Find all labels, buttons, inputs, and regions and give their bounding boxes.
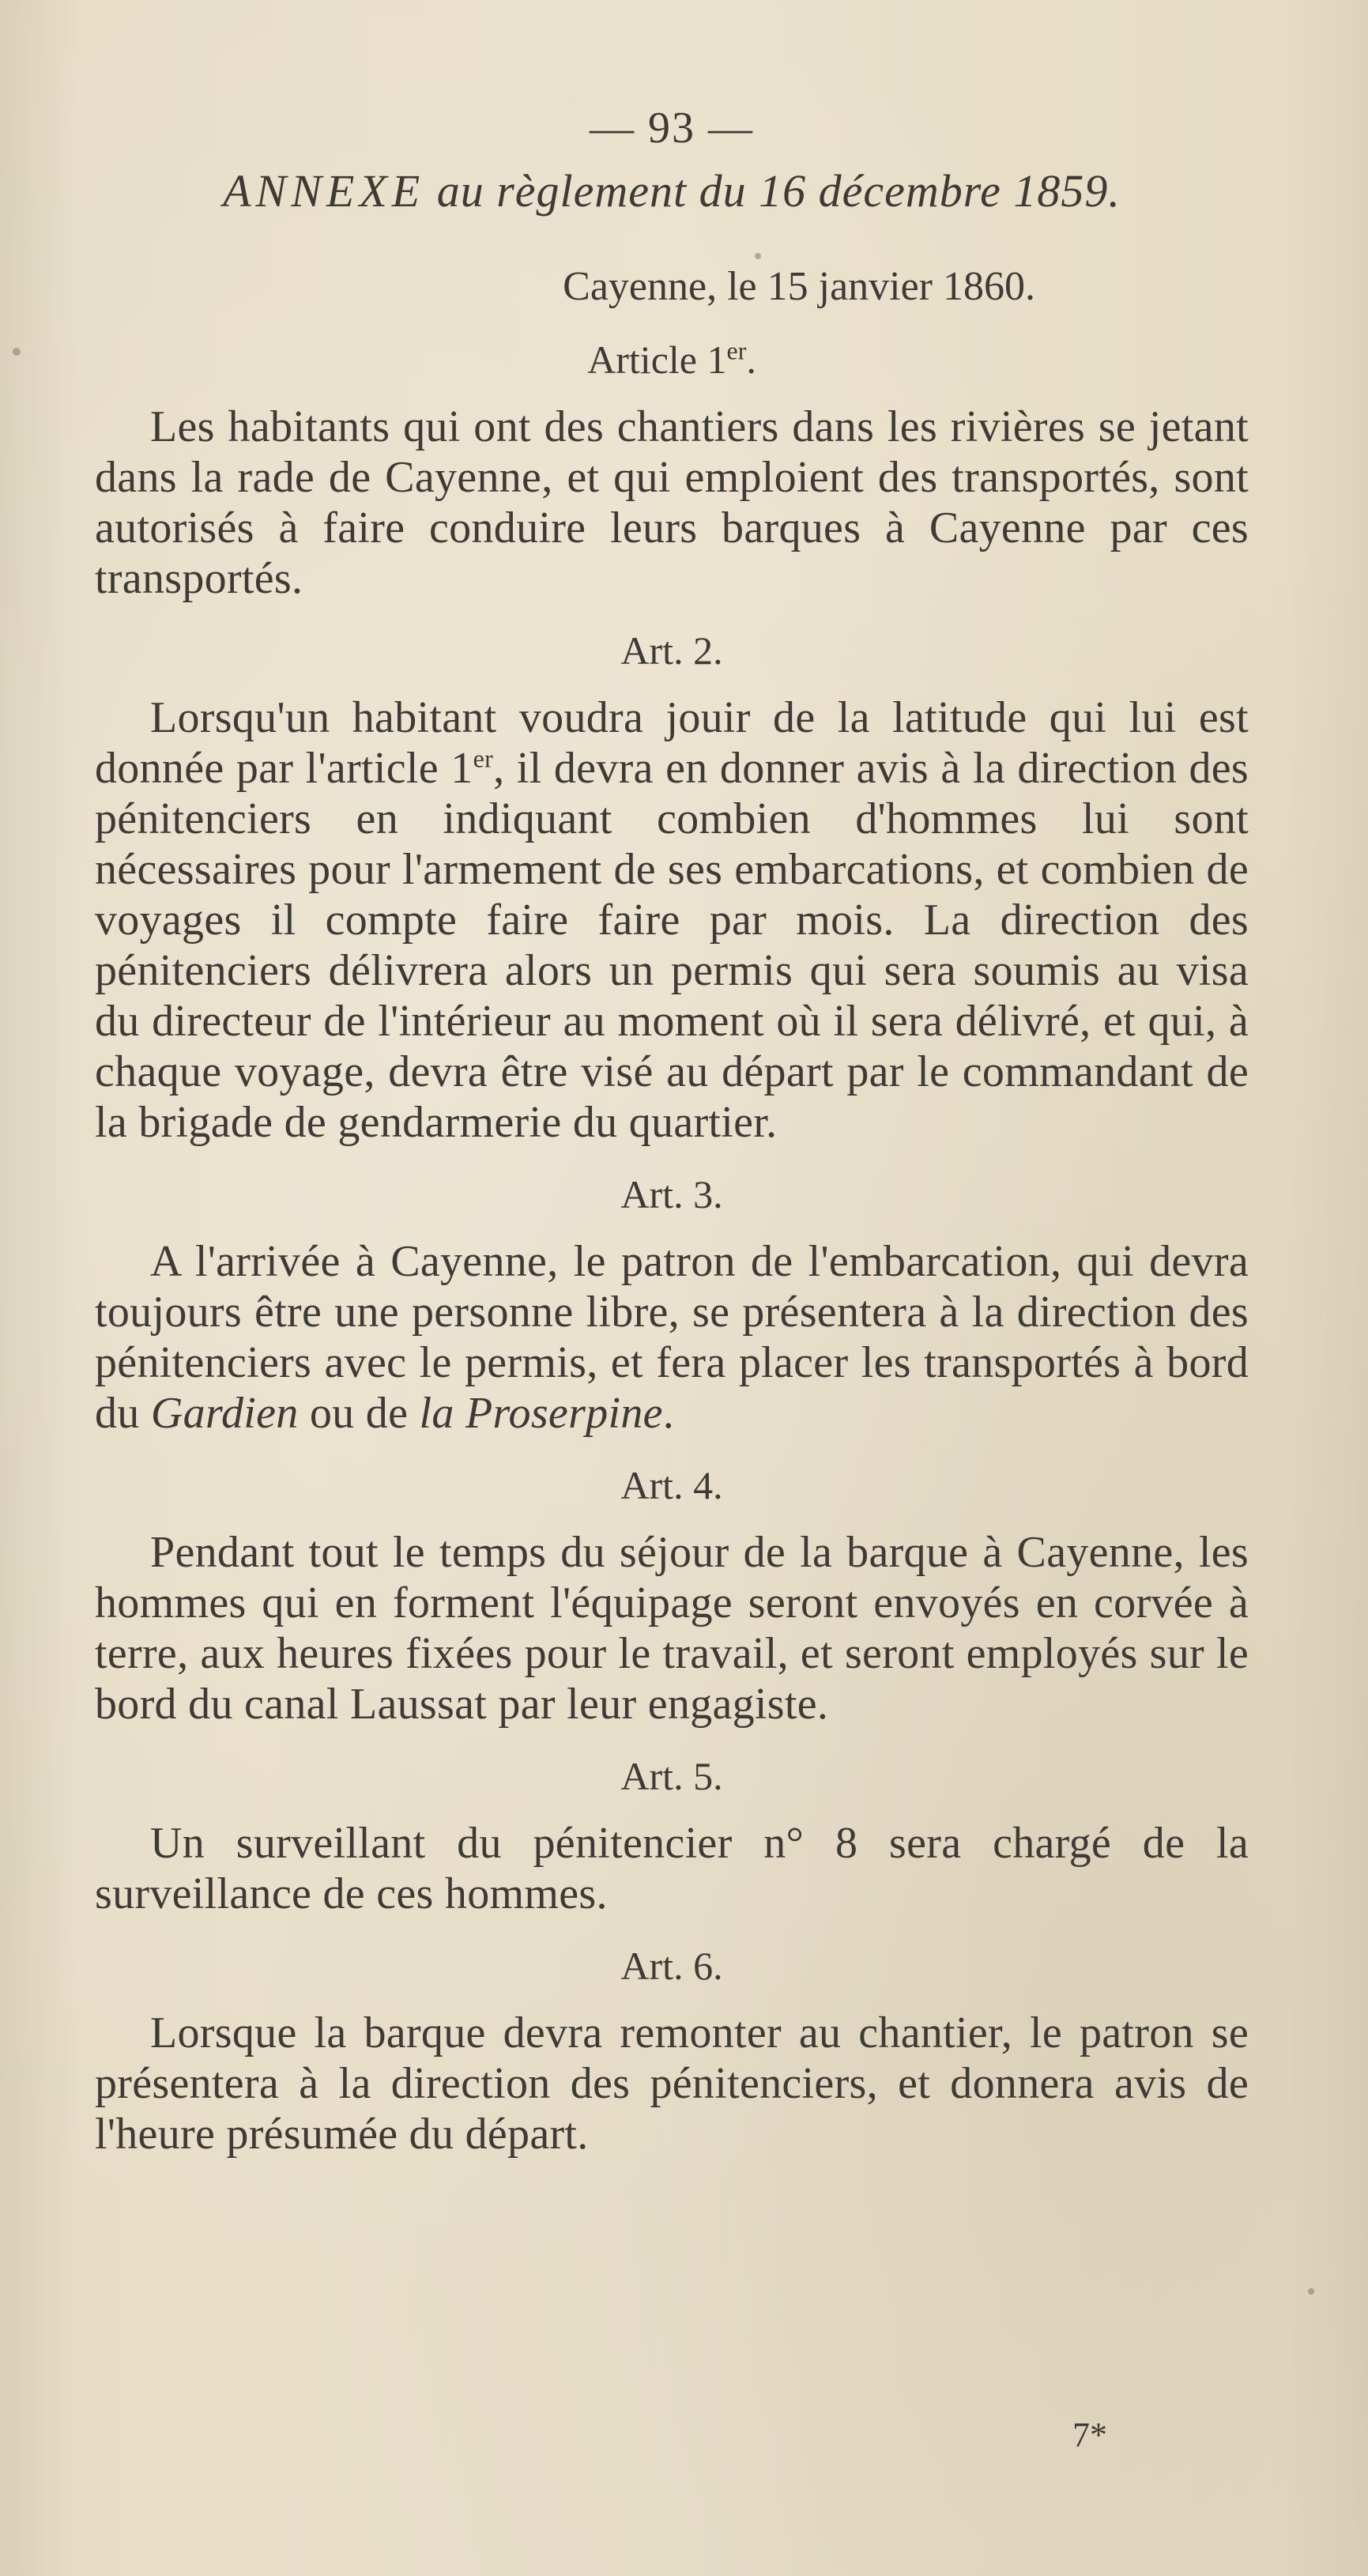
article-heading: Art. 4. — [620, 1463, 723, 1507]
dateline: Cayenne, le 15 janvier 1860. — [563, 264, 1035, 309]
article-heading: Art. 6. — [620, 1944, 723, 1988]
article-heading: Art. 2. — [620, 628, 723, 673]
article-heading: Article 1er. — [587, 336, 756, 382]
article-text: Un surveillant du pénitencier n° 8 sera chargé de la surveillance de ces hommes. — [95, 1819, 1249, 1918]
page-text — [95, 103, 1249, 2177]
ink-spot — [1308, 2288, 1314, 2295]
annex-title — [95, 164, 1249, 217]
signature-mark: 7* — [1072, 2416, 1107, 2454]
article-text: Pendant tout le temps du séjour de la barque à Cayenne, les hommes qui en forment l'équipage seront envoyés en corvée à terre, aux heures fixées pour le travail, et seront employés sur le bord du canal Laussat par leur engagiste. — [95, 1528, 1249, 1729]
article-text: Lorsqu'un habitant voudra jouir de la latitude qui lui est donnée par l'article 1er, il devra en donner avis à la direction des pénitenciers en indiquant combien d'hommes lui sont nécessaires pour l'armement de ses embarcations, et combien de voyages il compte faire faire par mois. La direction des pénitenciers délivrera alors un permis qui sera soumis au visa du directeur de l'intérieur au moment où il sera délivré, et qui, à chaque voyage, devra être visé au départ par le commandant de la brigade de gendarmerie du quartier. — [95, 693, 1249, 1147]
annex-title-rest: au règlement du 16 décembre 1859. — [424, 165, 1121, 217]
article-heading: Art. 3. — [620, 1172, 723, 1216]
article-text: Les habitants qui ont des chantiers dans les rivières se jetant dans la rade de Cayenne, et qui emploient des transportés, sont autorisés à faire conduire leurs barques à Cayenne par ces transportés. — [95, 402, 1249, 603]
ink-spot — [13, 348, 21, 356]
article-text: Lorsque la barque devra remonter au chantier, le patron se présentera à la direction des pénitenciers, et donnera avis de l'heure présumée du départ. — [95, 2008, 1249, 2159]
page-number: — 93 — — [590, 104, 754, 153]
annex-word: ANNEXE — [223, 165, 425, 217]
article-heading: Art. 5. — [620, 1754, 723, 1798]
article-text: A l'arrivée à Cayenne, le patron de l'embarcation, qui devra toujours être une personne libre, se présentera à la direction des pénitenciers avec le permis, et fera placer les transportés à bord du Gardien ou de la Proserpine. — [95, 1237, 1249, 1438]
